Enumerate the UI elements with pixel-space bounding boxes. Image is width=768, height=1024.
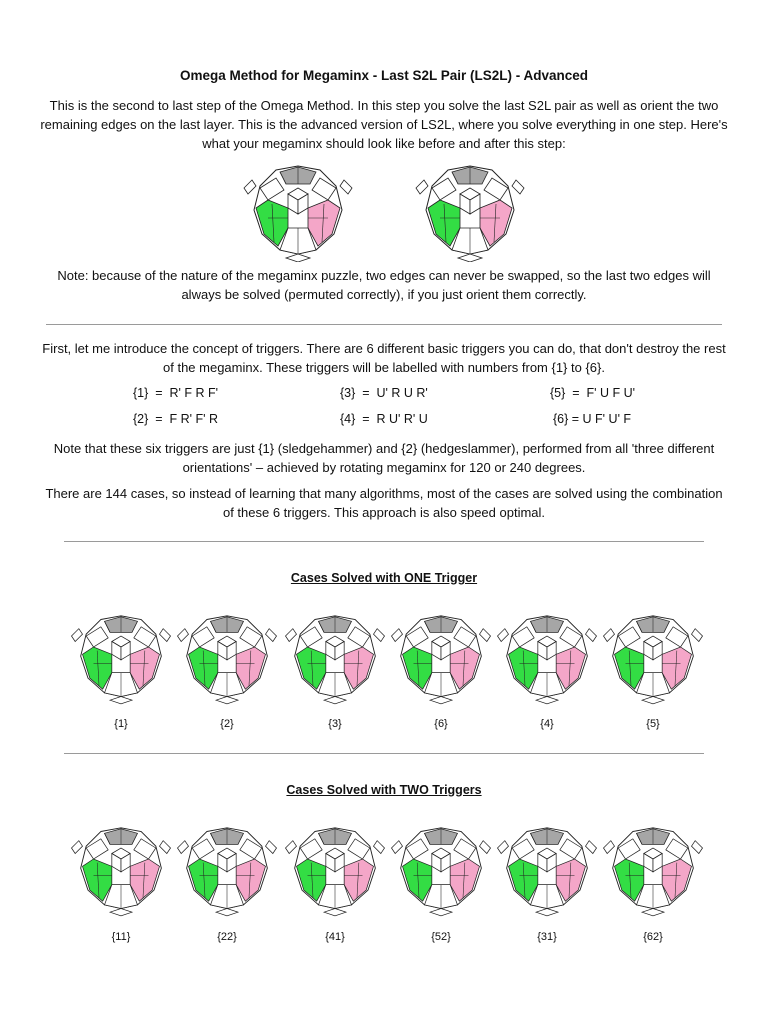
section-one-trigger-heading: Cases Solved with ONE Trigger: [290, 571, 478, 585]
one-trigger-case-label: {2}: [220, 718, 234, 730]
trigger-2: {2} = F R' F' R: [133, 412, 219, 426]
one-trigger-case-label: {4}: [540, 718, 554, 730]
megaminx-after-diagram: [410, 158, 530, 262]
one-trigger-case-diagram: [66, 606, 176, 710]
two-trigger-case-diagram: [280, 818, 390, 922]
megaminx-before-diagram: [238, 158, 358, 262]
two-trigger-case-diagram: [172, 818, 282, 922]
two-trigger-case-diagram: [66, 818, 176, 922]
two-trigger-case-diagram: [492, 818, 602, 922]
two-trigger-case-label: {31}: [537, 931, 557, 943]
trigger-5: {5} = F' U F U': [550, 386, 636, 400]
one-trigger-case-diagram: [492, 606, 602, 710]
trigger-3: {3} = U' R U R': [340, 386, 428, 400]
trigger-1: {1} = R' F R F': [133, 386, 219, 400]
two-trigger-case-diagram: [598, 818, 708, 922]
two-trigger-case-label: {41}: [325, 931, 345, 943]
one-trigger-case-label: {5}: [646, 718, 660, 730]
divider: [64, 541, 704, 542]
one-trigger-case-label: {3}: [328, 718, 342, 730]
two-trigger-case-label: {52}: [431, 931, 451, 943]
one-trigger-case-diagram: [598, 606, 708, 710]
one-trigger-case-label: {1}: [114, 718, 128, 730]
divider: [46, 324, 722, 325]
two-trigger-case-label: {11}: [111, 931, 131, 943]
page-title: Omega Method for Megaminx - Last S2L Pair (LS2L) - Advanced: [179, 68, 589, 83]
one-trigger-case-diagram: [386, 606, 496, 710]
swap-note: Note: because of the nature of the megaminx puzzle, two edges can never be swapped, so the last two edges will always be solved (permuted correctly), if you just orient them correctly.: [57, 268, 711, 302]
section-two-triggers-heading: Cases Solved with TWO Triggers: [286, 783, 482, 797]
two-trigger-case-label: {22}: [217, 931, 237, 943]
two-trigger-case-diagram: [386, 818, 496, 922]
one-trigger-case-diagram: [280, 606, 390, 710]
cases-note: There are 144 cases, so instead of learning that many algorithms, most of the cases are solved using the combination of these 6 triggers. This approach is also speed optimal.: [45, 486, 723, 520]
one-trigger-case-diagram: [172, 606, 282, 710]
two-trigger-case-label: {62}: [643, 931, 663, 943]
one-trigger-case-label: {6}: [434, 718, 448, 730]
intro-paragraph: This is the second to last step of the Omega Method. In this step you solve the last S2L pair as well as orient the two remaining edges on the last layer. This is the advanced version of LS2L, where you solve everything in one step. Here's what your megaminx should look like before and after this step:: [40, 98, 728, 151]
triggers-intro: First, let me introduce the concept of triggers. There are 6 different basic triggers you can do, that don't destroy the rest of the megaminx. These triggers will be labelled with numbers from {1} to {6}.: [42, 341, 726, 375]
trigger-6: {6} = U F' U' F: [553, 412, 632, 426]
triggers-note: Note that these six triggers are just {1} (sledgehammer) and {2} (hedgeslammer), performed from all 'three different orientations' – achieved by rotating megaminx for 120 or 240 degrees.: [53, 441, 715, 475]
divider: [64, 753, 704, 754]
trigger-4: {4} = R U' R' U: [340, 412, 428, 426]
